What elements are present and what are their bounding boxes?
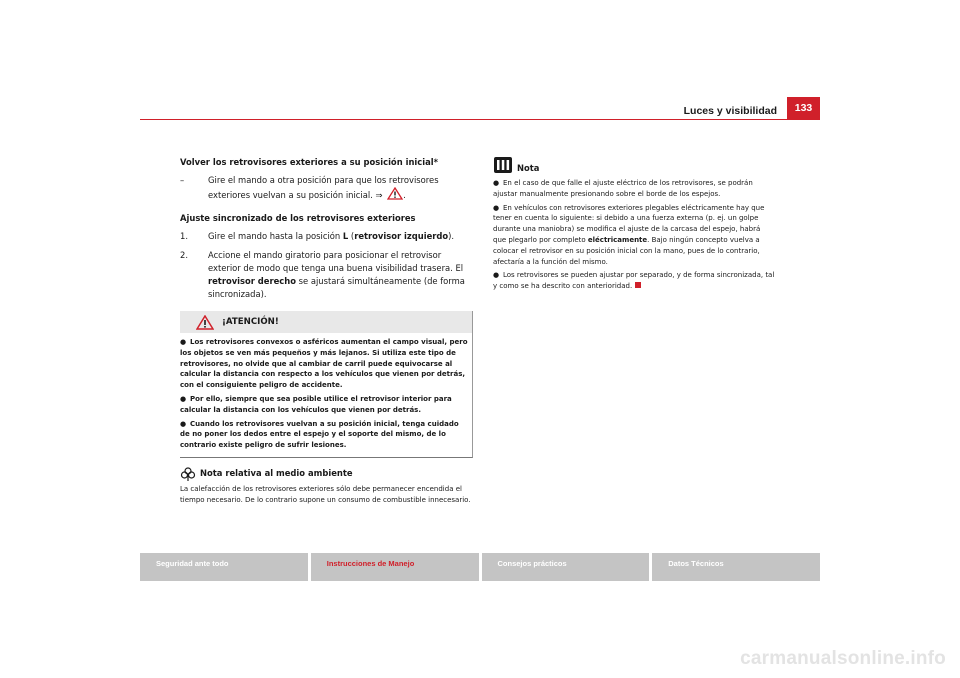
footer-tab-seguridad[interactable]: Seguridad ante todo [140,553,308,581]
watermark: carmanualsonline.info [740,648,946,669]
warning-box [180,311,473,458]
leaf-icon [180,466,196,482]
note-title: Nota [517,162,540,173]
environment-note-title: Nota relativa al medio ambiente [200,468,353,479]
bullet-icon: ● [493,203,500,212]
page-number: 133 [787,97,820,119]
header-divider [140,119,820,120]
bullet-icon: ● [493,271,500,280]
step-number: 1. [180,231,188,241]
list-item: ● En vehículos con retrovisores exteriores plegables eléctricamente hay que tener en cuenta lo siguiente: si debido a una fuerza externa (p. ej. un golpe durante una maniobra) se modifica el ajuste de la carcasa del espejo, habrá que plegarlo por completo eléctricamente. Bajo ningún concepto vuelva a colocar el retrovisor en su posición inicial con la mano, pues de lo contrario, afectaría a la función del mismo. [493,203,765,266]
end-marker-icon [635,282,641,288]
step-number: 2. [180,250,188,260]
list-item: ● Los retrovisores se pueden ajustar por separado, y de forma sincronizada, tal y como se ha descrito con anterioridad. [493,271,775,291]
bullet-icon: ● [180,419,187,428]
footer-tab-consejos[interactable]: Consejos prácticos [482,553,650,581]
section-heading-sync-adjust: Ajuste sincronizado de los retrovisores exteriores [180,213,416,223]
bullet-icon: ● [180,394,187,403]
list-item: 1. Gire el mando hasta la posición L (retrovisor izquierdo). [180,231,455,241]
note-header [493,156,775,174]
warning-triangle-icon [196,315,214,330]
section-heading-reset-mirrors: Volver los retrovisores exteriores a su posición inicial* [180,157,439,167]
bullet-icon: ● [493,179,500,187]
list-item: ● En el caso de que falle el ajuste eléctrico de los retrovisores, se podrán ajustar manualmente presionando sobre el borde de los espejos. [493,179,753,198]
chapter-title: Luces y visibilidad [683,105,777,117]
warning-title: ¡ATENCIÓN! [222,316,279,327]
environment-note-header [180,466,472,482]
bullet-icon: ● [180,338,187,346]
warning-header [180,311,472,333]
list-item: – Gire el mando a otra posición para que los retrovisores exteriores vuelvan a su posición inicial. ⇒ . [180,174,472,204]
reference-arrow[interactable]: ⇒ [375,190,383,200]
dash-marker: – [180,175,185,185]
left-column [180,156,472,506]
right-column [493,156,775,295]
environment-note-text: La calefacción de los retrovisores exteriores sólo debe permanecer encendida el tiempo necesario. De lo contrario supone un consumo de combustible innecesario. [180,484,471,504]
footer-tab-datos[interactable]: Datos Técnicos [652,553,820,581]
list-item: 2. Accione el mando giratorio para posicionar el retrovisor exterior de modo que tenga una buena visibilidad trasera. El retrovisor derecho se ajustará simultáneamente (de forma sincronizada). [180,250,465,299]
list-item: ● Cuando los retrovisores vuelvan a su posición inicial, tenga cuidado de no poner los dedos entre el espejo y el soporte del mismo, de lo contrario existe peligro de sufrir lesiones. [180,419,459,450]
item-text: Gire el mando a otra posición para que los retrovisores exteriores vuelvan a su posición inicial. [208,175,439,200]
list-item: ● Por ello, siempre que sea posible utilice el retrovisor interior para calcular la distancia con los vehículos que vienen por detrás. [180,394,452,414]
footer-tab-instrucciones[interactable]: Instrucciones de Manejo [311,553,479,581]
warning-body [180,333,472,457]
footer-nav [140,553,820,581]
list-item: ● Los retrovisores convexos o asféricos aumentan el campo visual, pero los objetos se ven más pequeños y más lejanos. Si utiliza este tipo de retrovisores, no olvide que al cambiar de carril puede equivocarse al calcular la distancia con respecto a los vehículos que vienen por detrás, con el consiguiente peligro de accidente. [180,338,468,390]
warning-triangle-icon[interactable] [387,187,403,204]
info-note-icon [493,156,513,174]
